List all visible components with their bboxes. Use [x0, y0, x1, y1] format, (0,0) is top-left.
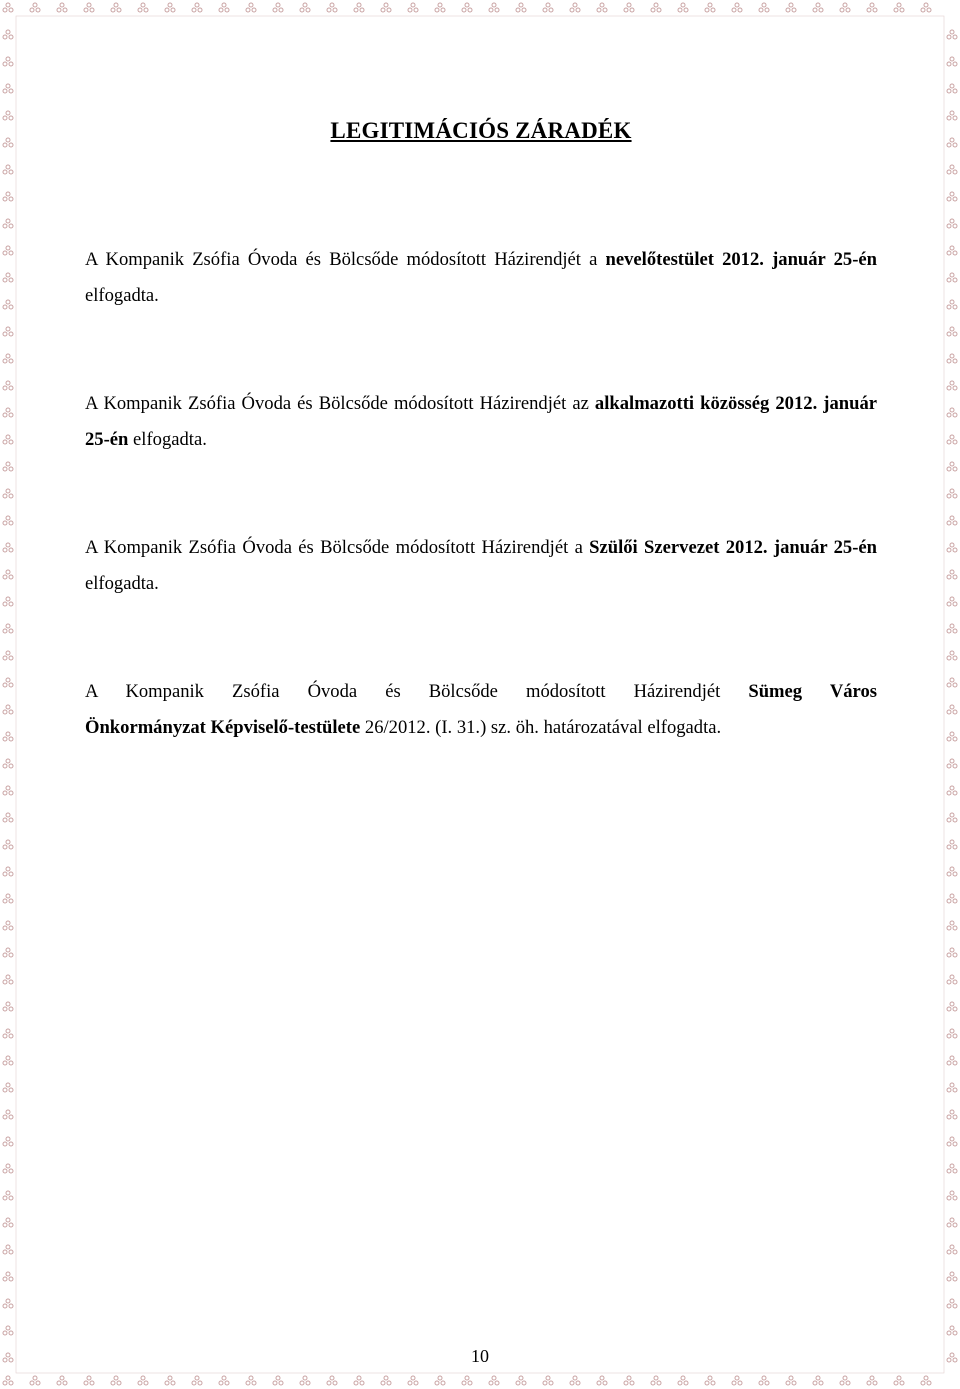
border-ornament [3, 975, 13, 984]
border-ornament [840, 3, 850, 12]
border-ornament [3, 273, 13, 282]
border-ornament [947, 678, 957, 687]
border-ornament [3, 84, 13, 93]
border-ornament [543, 3, 553, 12]
border-ornament [947, 759, 957, 768]
paragraph-nevelotestulet [85, 242, 877, 314]
border-ornament [3, 408, 13, 417]
border-ornament [3, 489, 13, 498]
border-ornament [3, 813, 13, 822]
border-ornament [759, 3, 769, 12]
border-ornament [947, 327, 957, 336]
border-ornament [3, 597, 13, 606]
border-ornament [947, 543, 957, 552]
border-ornament [947, 489, 957, 498]
paragraph-text: elfogadta. [128, 429, 207, 450]
border-ornament [165, 1376, 175, 1385]
border-ornament [381, 1376, 391, 1385]
border-ornament [3, 57, 13, 66]
paragraph-bold-text: Sümeg Város [748, 681, 877, 702]
border-ornament [651, 3, 661, 12]
border-ornament [3, 165, 13, 174]
border-ornament [786, 1376, 796, 1385]
border-ornament [947, 1110, 957, 1119]
border-ornament [947, 1083, 957, 1092]
border-ornament [947, 192, 957, 201]
paragraph-alkalmazotti-kozosseg [85, 386, 877, 458]
border-ornament [435, 1376, 445, 1385]
border-ornament [947, 300, 957, 309]
border-ornament [3, 246, 13, 255]
border-ornament [840, 1376, 850, 1385]
border-ornament [947, 651, 957, 660]
border-ornament [3, 759, 13, 768]
border-ornament [947, 57, 957, 66]
border-ornament [165, 3, 175, 12]
border-ornament [300, 3, 310, 12]
border-ornament [947, 1056, 957, 1065]
border-ornament [921, 1376, 931, 1385]
border-ornament [947, 597, 957, 606]
border-ornament [947, 165, 957, 174]
border-ornament [947, 705, 957, 714]
border-ornament [138, 1376, 148, 1385]
paragraph-text: A Kompanik Zsófia Óvoda és Bölcsőde módosított Házirendjét a [85, 537, 590, 558]
border-ornament [759, 1376, 769, 1385]
border-ornament [947, 246, 957, 255]
paragraph-text: elfogadta. [85, 285, 159, 306]
border-ornament [947, 867, 957, 876]
border-ornament [3, 1326, 13, 1335]
border-ornament [3, 30, 13, 39]
border-ornament [3, 1002, 13, 1011]
border-ornament [57, 1376, 67, 1385]
border-ornament [3, 435, 13, 444]
border-ornament [947, 1002, 957, 1011]
border-ornament [273, 3, 283, 12]
border-ornament [327, 3, 337, 12]
border-ornament [624, 3, 634, 12]
border-ornament [624, 1376, 634, 1385]
paragraph-text: 26/2012. (I. 31.) sz. öh. határozatával elfogadta. [360, 717, 722, 738]
border-ornament [3, 948, 13, 957]
border-ornament [678, 3, 688, 12]
border-ornament [354, 3, 364, 12]
document-title: LEGITIMÁCIÓS ZÁRADÉK [330, 118, 632, 143]
border-ornament [947, 516, 957, 525]
border-ornament [408, 3, 418, 12]
border-ornament [3, 894, 13, 903]
border-ornament [705, 1376, 715, 1385]
border-ornament [947, 1191, 957, 1200]
border-ornament [435, 3, 445, 12]
border-ornament [3, 138, 13, 147]
border-ornament [381, 3, 391, 12]
border-ornament [3, 624, 13, 633]
border-ornament [192, 3, 202, 12]
border-ornament [516, 1376, 526, 1385]
paragraph-kepviselo-testulet [85, 674, 877, 746]
paragraph-text: elfogadta. [85, 573, 159, 594]
border-ornament [947, 1029, 957, 1038]
border-ornament [246, 1376, 256, 1385]
border-ornament [867, 1376, 877, 1385]
border-ornament [3, 1245, 13, 1254]
border-ornament [921, 3, 931, 12]
border-ornament [947, 219, 957, 228]
border-ornament [947, 84, 957, 93]
border-ornament [138, 3, 148, 12]
border-ornament [813, 3, 823, 12]
border-ornament [3, 786, 13, 795]
border-ornament [3, 1376, 13, 1385]
border-ornament [84, 1376, 94, 1385]
border-ornament [489, 1376, 499, 1385]
border-ornament [3, 705, 13, 714]
border-ornament [192, 1376, 202, 1385]
paragraph-szuloi-szervezet [85, 530, 877, 602]
border-ornament [3, 1191, 13, 1200]
border-ornament [3, 1164, 13, 1173]
border-ornament [947, 1272, 957, 1281]
border-ornament [947, 894, 957, 903]
paragraph-bold-text: Önkormányzat Képviselő-testülete [85, 717, 361, 738]
border-ornament [947, 1218, 957, 1227]
border-ornament [3, 300, 13, 309]
page-number: 10 [471, 1346, 489, 1366]
paragraph-bold-text: Szülői Szervezet 2012. január 25-én [589, 537, 877, 558]
border-ornament [327, 1376, 337, 1385]
border-ornament [3, 1137, 13, 1146]
border-ornament [84, 3, 94, 12]
border-ornament [947, 975, 957, 984]
border-ornament [947, 381, 957, 390]
border-ornament [3, 651, 13, 660]
border-ornament [219, 1376, 229, 1385]
border-ornament [3, 327, 13, 336]
border-ornament [3, 1218, 13, 1227]
border-ornament [947, 570, 957, 579]
border-ornament [3, 462, 13, 471]
border-ornament [219, 3, 229, 12]
border-ornament [947, 408, 957, 417]
border-ornament [947, 1326, 957, 1335]
border-ornament [570, 3, 580, 12]
border-ornament [3, 1299, 13, 1308]
border-ornament [570, 1376, 580, 1385]
paragraph-text: A Kompanik Zsófia Óvoda és Bölcsőde módosított Házirendjét az [85, 393, 595, 414]
border-ornament [947, 30, 957, 39]
paragraph-line [85, 674, 877, 710]
border-ornament [516, 3, 526, 12]
border-ornament [947, 921, 957, 930]
border-ornament [273, 1376, 283, 1385]
border-ornament [3, 543, 13, 552]
border-ornament [947, 138, 957, 147]
paragraph-text: A Kompanik Zsófia Óvoda és Bölcsőde módosított Házirendjét a [85, 249, 606, 270]
border-ornament [489, 3, 499, 12]
border-ornament [813, 1376, 823, 1385]
border-ornament [597, 1376, 607, 1385]
border-ornament [947, 111, 957, 120]
border-ornament [30, 1376, 40, 1385]
border-ornament [3, 921, 13, 930]
border-ornament [57, 3, 67, 12]
border-ornament [3, 840, 13, 849]
border-ornament [947, 624, 957, 633]
paragraph-text: A Kompanik Zsófia Óvoda és Bölcsőde módosított Házirendjét [85, 681, 749, 702]
border-ornament [894, 3, 904, 12]
border-ornament [947, 462, 957, 471]
paragraph-bold-text: alkalmazotti közösség 2012. január 25-én [85, 393, 877, 450]
border-ornament [947, 435, 957, 444]
border-ornament [3, 867, 13, 876]
border-ornament [3, 192, 13, 201]
border-ornament [3, 3, 13, 12]
border-ornament [678, 1376, 688, 1385]
border-ornament [732, 3, 742, 12]
border-ornament [947, 813, 957, 822]
border-ornament [947, 840, 957, 849]
border-ornament [3, 1272, 13, 1281]
border-ornament [246, 3, 256, 12]
border-ornament [947, 732, 957, 741]
border-ornament [3, 381, 13, 390]
border-ornament [111, 3, 121, 12]
border-ornament [894, 1376, 904, 1385]
border-ornament [3, 111, 13, 120]
border-ornament [947, 273, 957, 282]
border-ornament [947, 1245, 957, 1254]
border-ornament [786, 3, 796, 12]
border-ornament [3, 1029, 13, 1038]
border-ornament [300, 1376, 310, 1385]
border-ornament [3, 732, 13, 741]
border-ornament [3, 354, 13, 363]
border-ornament [462, 3, 472, 12]
border-ornament [30, 3, 40, 12]
border-ornament [947, 1164, 957, 1173]
border-ornament [3, 219, 13, 228]
border-ornament [947, 354, 957, 363]
border-ornament [3, 1056, 13, 1065]
border-ornament [947, 948, 957, 957]
border-ornament [3, 516, 13, 525]
border-ornament [651, 1376, 661, 1385]
border-ornament [354, 1376, 364, 1385]
border-ornament [947, 1137, 957, 1146]
border-ornament [111, 1376, 121, 1385]
border-ornament [947, 1299, 957, 1308]
border-ornament [3, 570, 13, 579]
border-ornament [543, 1376, 553, 1385]
paragraph-bold-text: nevelőtestület 2012. január 25-én [605, 249, 877, 270]
border-ornament [3, 1110, 13, 1119]
border-ornament [3, 1083, 13, 1092]
border-ornament [947, 786, 957, 795]
border-ornament [867, 3, 877, 12]
border-ornament [732, 1376, 742, 1385]
border-ornament [705, 3, 715, 12]
border-ornament [597, 3, 607, 12]
border-ornament [408, 1376, 418, 1385]
border-ornament [3, 678, 13, 687]
border-ornament [462, 1376, 472, 1385]
